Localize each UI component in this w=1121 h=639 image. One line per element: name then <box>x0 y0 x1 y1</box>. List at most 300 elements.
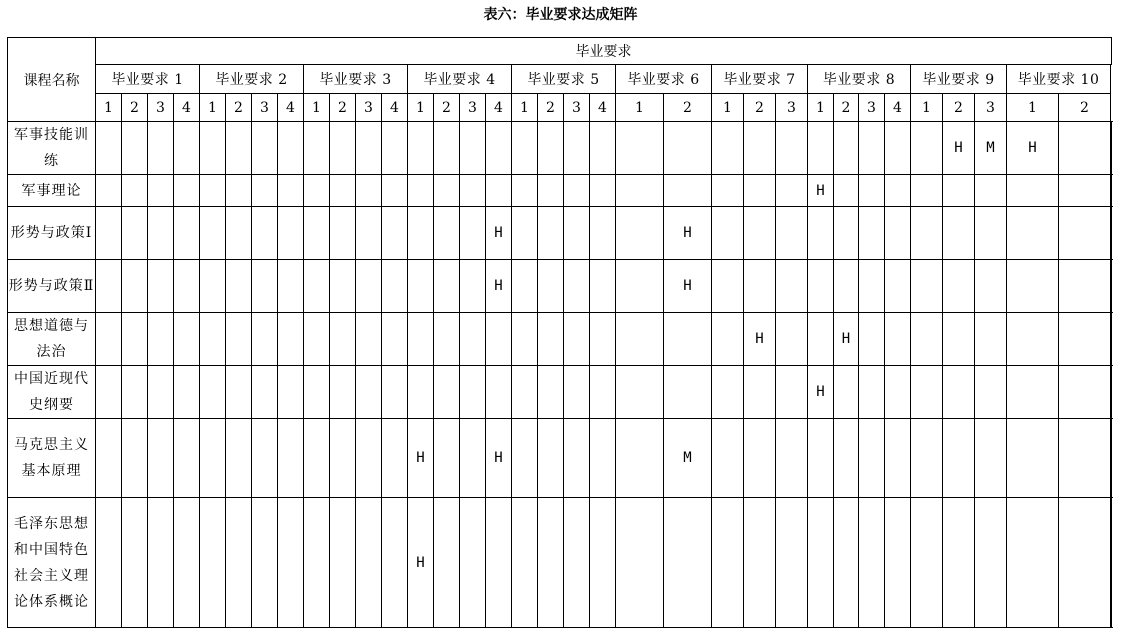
matrix-cell <box>304 122 330 175</box>
matrix-cell <box>512 366 538 419</box>
matrix-cell <box>776 175 808 207</box>
requirement-group-header: 毕业要求 8 <box>808 65 911 94</box>
matrix-cell <box>96 260 122 313</box>
course-name-cell: 毛泽东思想和中国特色社会主义理论体系概论 <box>8 498 96 628</box>
matrix-cell: H <box>486 207 512 260</box>
matrix-cell <box>911 175 943 207</box>
matrix-cell <box>664 313 712 366</box>
matrix-cell <box>512 313 538 366</box>
matrix-cell <box>616 260 664 313</box>
matrix-cell <box>226 122 252 175</box>
requirements-matrix-table <box>7 37 1112 628</box>
matrix-cell <box>148 313 174 366</box>
sub-requirement-header: 2 <box>330 94 356 122</box>
matrix-cell <box>564 260 590 313</box>
matrix-cell <box>278 419 304 498</box>
matrix-cell <box>776 207 808 260</box>
sub-requirement-header: 1 <box>1007 94 1059 122</box>
matrix-cell <box>834 122 859 175</box>
sub-requirement-header: 2 <box>664 94 712 122</box>
matrix-cell <box>1059 175 1111 207</box>
matrix-cell: M <box>664 419 712 498</box>
matrix-cell <box>808 498 834 628</box>
matrix-cell: H <box>664 207 712 260</box>
matrix-cell <box>174 175 200 207</box>
matrix-cell <box>712 498 744 628</box>
matrix-cell <box>122 498 148 628</box>
matrix-cell <box>943 366 975 419</box>
matrix-cell <box>943 498 975 628</box>
matrix-cell <box>776 122 808 175</box>
matrix-cell <box>859 207 885 260</box>
matrix-cell <box>148 419 174 498</box>
matrix-cell <box>356 260 382 313</box>
matrix-cell <box>226 419 252 498</box>
matrix-cell <box>330 498 356 628</box>
matrix-cell <box>590 175 616 207</box>
matrix-cell <box>356 207 382 260</box>
matrix-cell <box>744 366 776 419</box>
matrix-cell <box>460 175 486 207</box>
matrix-cell: H <box>744 313 776 366</box>
course-name-cell: 军事技能训练 <box>8 122 96 175</box>
matrix-cell <box>122 313 148 366</box>
matrix-cell <box>885 419 911 498</box>
matrix-cell <box>174 419 200 498</box>
matrix-cell <box>911 122 943 175</box>
sub-requirement-header: 1 <box>616 94 664 122</box>
matrix-cell <box>226 260 252 313</box>
matrix-cell <box>434 207 460 260</box>
course-name-cell: 形势与政策Ⅰ <box>8 207 96 260</box>
matrix-cell <box>278 313 304 366</box>
matrix-cell <box>564 313 590 366</box>
matrix-cell <box>356 419 382 498</box>
matrix-cell <box>304 175 330 207</box>
matrix-cell <box>616 498 664 628</box>
matrix-cell <box>808 260 834 313</box>
requirement-group-header: 毕业要求 10 <box>1007 65 1111 94</box>
matrix-cell <box>859 313 885 366</box>
matrix-cell <box>460 419 486 498</box>
table-row <box>8 419 1112 498</box>
matrix-cell <box>1059 207 1111 260</box>
matrix-cell <box>200 122 226 175</box>
matrix-cell <box>96 175 122 207</box>
course-name-cell: 军事理论 <box>8 175 96 207</box>
matrix-cell <box>252 366 278 419</box>
matrix-cell <box>664 498 712 628</box>
matrix-cell <box>408 260 434 313</box>
matrix-cell <box>943 419 975 498</box>
matrix-cell <box>664 175 712 207</box>
matrix-cell <box>1059 260 1111 313</box>
matrix-cell <box>1007 207 1059 260</box>
requirement-group-header: 毕业要求 4 <box>408 65 512 94</box>
course-name-cell: 马克思主义基本原理 <box>8 419 96 498</box>
matrix-cell <box>834 366 859 419</box>
matrix-cell <box>1007 175 1059 207</box>
matrix-cell <box>834 498 859 628</box>
matrix-cell <box>859 260 885 313</box>
matrix-cell: M <box>975 122 1007 175</box>
matrix-cell <box>148 122 174 175</box>
sub-requirement-header: 1 <box>911 94 943 122</box>
matrix-cell <box>975 313 1007 366</box>
matrix-cell <box>226 313 252 366</box>
matrix-cell <box>712 366 744 419</box>
matrix-cell <box>616 175 664 207</box>
matrix-cell <box>226 498 252 628</box>
matrix-cell <box>975 207 1007 260</box>
sub-requirement-header: 3 <box>148 94 174 122</box>
sub-requirement-header: 1 <box>408 94 434 122</box>
matrix-cell: H <box>834 313 859 366</box>
sub-requirement-header: 1 <box>304 94 330 122</box>
matrix-cell <box>943 313 975 366</box>
matrix-cell <box>278 366 304 419</box>
requirement-group-header: 毕业要求 3 <box>304 65 408 94</box>
matrix-cell <box>664 122 712 175</box>
matrix-cell <box>226 366 252 419</box>
matrix-cell <box>96 366 122 419</box>
matrix-cell <box>885 175 911 207</box>
matrix-cell <box>859 122 885 175</box>
matrix-cell <box>590 498 616 628</box>
matrix-cell <box>252 207 278 260</box>
matrix-cell <box>148 207 174 260</box>
matrix-cell <box>174 260 200 313</box>
matrix-cell <box>408 175 434 207</box>
matrix-cell <box>859 419 885 498</box>
sub-requirement-header: 3 <box>356 94 382 122</box>
sub-requirement-header: 3 <box>252 94 278 122</box>
matrix-cell <box>486 313 512 366</box>
sub-requirement-header: 2 <box>538 94 564 122</box>
matrix-cell <box>382 122 408 175</box>
matrix-cell <box>382 175 408 207</box>
matrix-cell <box>564 175 590 207</box>
matrix-cell <box>1007 260 1059 313</box>
matrix-cell <box>590 122 616 175</box>
matrix-cell <box>712 175 744 207</box>
matrix-cell <box>174 498 200 628</box>
requirement-group-header: 毕业要求 6 <box>616 65 712 94</box>
matrix-cell <box>252 175 278 207</box>
matrix-cell <box>776 313 808 366</box>
matrix-cell <box>616 122 664 175</box>
matrix-cell <box>382 419 408 498</box>
matrix-cell <box>252 498 278 628</box>
matrix-cell <box>304 498 330 628</box>
matrix-cell <box>96 313 122 366</box>
matrix-cell <box>304 366 330 419</box>
matrix-cell <box>885 122 911 175</box>
matrix-cell <box>712 260 744 313</box>
matrix-cell <box>512 419 538 498</box>
matrix-cell <box>252 122 278 175</box>
matrix-cell: H <box>808 175 834 207</box>
matrix-cell <box>712 122 744 175</box>
matrix-cell <box>252 260 278 313</box>
matrix-cell <box>434 175 460 207</box>
matrix-cell: H <box>486 419 512 498</box>
matrix-cell <box>808 313 834 366</box>
table-row <box>8 498 1112 628</box>
matrix-cell <box>616 419 664 498</box>
page-title: 表六：毕业要求达成矩阵 <box>483 7 638 23</box>
matrix-cell <box>174 122 200 175</box>
matrix-cell <box>96 207 122 260</box>
requirement-group-header: 毕业要求 9 <box>911 65 1007 94</box>
matrix-cell <box>885 498 911 628</box>
matrix-cell <box>590 207 616 260</box>
matrix-cell <box>356 313 382 366</box>
sub-requirement-header: 2 <box>1059 94 1111 122</box>
matrix-cell <box>616 313 664 366</box>
matrix-cell <box>744 419 776 498</box>
matrix-cell <box>538 122 564 175</box>
matrix-cell <box>1059 366 1111 419</box>
requirement-group-header: 毕业要求 7 <box>712 65 808 94</box>
matrix-cell <box>330 260 356 313</box>
matrix-cell <box>744 175 776 207</box>
matrix-cell: H <box>808 366 834 419</box>
matrix-cell <box>330 366 356 419</box>
matrix-cell <box>278 498 304 628</box>
sub-requirement-header: 2 <box>122 94 148 122</box>
matrix-cell <box>460 122 486 175</box>
requirement-group-header: 毕业要求 2 <box>200 65 304 94</box>
matrix-cell <box>434 260 460 313</box>
matrix-cell <box>664 366 712 419</box>
matrix-cell <box>512 122 538 175</box>
matrix-cell <box>943 207 975 260</box>
matrix-cell <box>1059 419 1111 498</box>
matrix-cell <box>460 313 486 366</box>
course-name-cell: 思想道德与法治 <box>8 313 96 366</box>
matrix-cell <box>885 313 911 366</box>
matrix-cell <box>304 260 330 313</box>
matrix-cell <box>712 207 744 260</box>
matrix-cell <box>1007 419 1059 498</box>
matrix-cell <box>382 366 408 419</box>
table-row <box>8 313 1112 366</box>
matrix-cell <box>304 419 330 498</box>
matrix-cell <box>859 366 885 419</box>
matrix-cell <box>512 207 538 260</box>
sub-requirement-header: 1 <box>512 94 538 122</box>
matrix-cell <box>122 122 148 175</box>
matrix-cell <box>460 260 486 313</box>
matrix-cell <box>590 366 616 419</box>
matrix-cell <box>330 313 356 366</box>
table-row <box>8 260 1112 313</box>
matrix-cell <box>911 313 943 366</box>
matrix-cell <box>538 207 564 260</box>
matrix-cell <box>174 207 200 260</box>
matrix-cell <box>96 498 122 628</box>
matrix-cell <box>808 207 834 260</box>
matrix-cell <box>174 366 200 419</box>
table-row <box>8 122 1112 175</box>
sub-requirement-header: 4 <box>382 94 408 122</box>
sub-requirement-header: 2 <box>744 94 776 122</box>
matrix-cell <box>744 498 776 628</box>
matrix-cell <box>486 175 512 207</box>
matrix-cell: H <box>664 260 712 313</box>
matrix-cell <box>408 366 434 419</box>
matrix-cell: H <box>486 260 512 313</box>
matrix-cell <box>486 122 512 175</box>
sub-requirement-header: 4 <box>486 94 512 122</box>
matrix-cell <box>538 498 564 628</box>
matrix-cell <box>1059 122 1111 175</box>
matrix-cell <box>911 419 943 498</box>
matrix-cell <box>512 260 538 313</box>
matrix-cell <box>512 498 538 628</box>
matrix-cell <box>776 419 808 498</box>
matrix-cell <box>834 207 859 260</box>
matrix-cell <box>382 207 408 260</box>
matrix-cell <box>1059 313 1111 366</box>
course-name-cell: 形势与政策Ⅱ <box>8 260 96 313</box>
table-row <box>8 366 1112 419</box>
sub-requirement-header: 4 <box>885 94 911 122</box>
matrix-cell <box>408 313 434 366</box>
course-name-header: 课程名称 <box>8 38 96 122</box>
sub-requirement-header: 2 <box>226 94 252 122</box>
matrix-cell <box>808 419 834 498</box>
matrix-cell <box>408 207 434 260</box>
matrix-cell <box>616 366 664 419</box>
matrix-cell <box>200 498 226 628</box>
matrix-cell <box>226 207 252 260</box>
matrix-cell <box>434 122 460 175</box>
matrix-cell <box>538 313 564 366</box>
matrix-cell <box>382 498 408 628</box>
matrix-cell <box>975 366 1007 419</box>
matrix-cell <box>616 207 664 260</box>
matrix-cell <box>834 419 859 498</box>
requirement-group-header: 毕业要求 5 <box>512 65 616 94</box>
matrix-cell <box>776 498 808 628</box>
matrix-cell <box>330 207 356 260</box>
sub-requirement-header: 1 <box>712 94 744 122</box>
matrix-cell <box>1007 313 1059 366</box>
matrix-cell <box>744 207 776 260</box>
matrix-cell <box>564 498 590 628</box>
matrix-cell <box>382 260 408 313</box>
matrix-cell <box>122 260 148 313</box>
matrix-cell <box>434 313 460 366</box>
matrix-cell <box>712 419 744 498</box>
matrix-cell <box>174 313 200 366</box>
matrix-cell <box>330 122 356 175</box>
matrix-cell <box>975 498 1007 628</box>
matrix-cell <box>564 419 590 498</box>
matrix-cell <box>304 313 330 366</box>
matrix-cell <box>911 498 943 628</box>
matrix-cell <box>278 260 304 313</box>
course-name-cell: 中国近现代史纲要 <box>8 366 96 419</box>
matrix-cell <box>96 419 122 498</box>
matrix-cell <box>226 175 252 207</box>
matrix-cell <box>885 366 911 419</box>
matrix-cell <box>200 207 226 260</box>
matrix-cell <box>564 122 590 175</box>
matrix-cell <box>278 207 304 260</box>
matrix-cell <box>538 366 564 419</box>
sub-requirement-header: 3 <box>776 94 808 122</box>
sub-requirement-header: 2 <box>834 94 859 122</box>
matrix-cell <box>356 498 382 628</box>
matrix-cell <box>278 175 304 207</box>
matrix-cell <box>834 175 859 207</box>
sub-requirement-header: 3 <box>975 94 1007 122</box>
matrix-cell <box>148 366 174 419</box>
matrix-cell <box>564 366 590 419</box>
matrix-cell <box>382 313 408 366</box>
matrix-cell <box>200 260 226 313</box>
matrix-cell <box>434 419 460 498</box>
matrix-cell <box>1059 498 1111 628</box>
sub-requirement-header: 4 <box>174 94 200 122</box>
matrix-cell <box>122 207 148 260</box>
sub-requirement-header: 2 <box>434 94 460 122</box>
matrix-cell <box>1007 366 1059 419</box>
matrix-cell <box>200 175 226 207</box>
matrix-cell <box>252 419 278 498</box>
matrix-cell <box>538 175 564 207</box>
matrix-cell <box>512 175 538 207</box>
matrix-cell <box>434 498 460 628</box>
matrix-cell <box>538 419 564 498</box>
matrix-cell <box>911 207 943 260</box>
matrix-cell <box>911 260 943 313</box>
matrix-cell <box>885 207 911 260</box>
matrix-cell: H <box>943 122 975 175</box>
matrix-cell <box>859 175 885 207</box>
matrix-cell <box>200 419 226 498</box>
matrix-cell <box>943 260 975 313</box>
sub-requirement-header: 3 <box>460 94 486 122</box>
matrix-cell <box>460 498 486 628</box>
matrix-cell: H <box>1007 122 1059 175</box>
matrix-cell <box>486 498 512 628</box>
matrix-cell <box>148 175 174 207</box>
matrix-cell <box>975 419 1007 498</box>
matrix-cell <box>808 122 834 175</box>
matrix-cell <box>148 498 174 628</box>
matrix-cell <box>460 366 486 419</box>
matrix-cell <box>975 175 1007 207</box>
matrix-cell <box>434 366 460 419</box>
matrix-cell <box>744 260 776 313</box>
matrix-cell <box>200 366 226 419</box>
sub-requirement-header: 3 <box>564 94 590 122</box>
sub-requirement-header: 1 <box>808 94 834 122</box>
matrix-cell <box>538 260 564 313</box>
sub-requirement-header: 4 <box>590 94 616 122</box>
matrix-cell: H <box>408 498 434 628</box>
matrix-cell <box>304 207 330 260</box>
matrix-cell <box>356 175 382 207</box>
matrix-cell <box>564 207 590 260</box>
matrix-cell <box>911 366 943 419</box>
matrix-cell <box>330 175 356 207</box>
matrix-cell <box>834 260 859 313</box>
